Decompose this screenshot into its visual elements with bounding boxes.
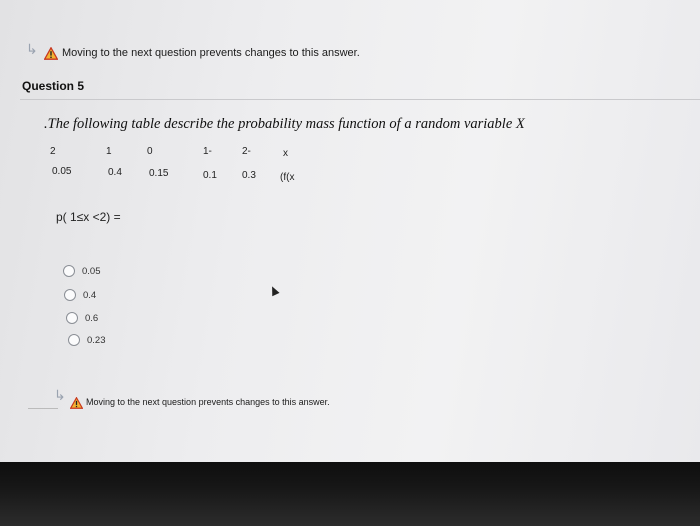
radio-button[interactable] [68,334,80,346]
cursor-icon [268,285,279,297]
laptop-bezel [0,462,700,526]
question-title: Question 5 [22,79,85,93]
answer-option[interactable] [66,312,98,324]
table-cell: x [283,148,288,159]
question-expression: p( 1≤x <2) = [56,210,121,224]
question-prompt: .The following table describe the probability mass function of a random variable X [44,116,525,132]
notice-top-text: Moving to the next question prevents changes to this answer. [62,47,360,59]
table-cell: 1 [106,146,112,157]
divider [28,408,58,409]
table-cell: 0.1 [203,170,217,181]
answer-option-label: 0.23 [87,334,106,346]
table-cell: 1- [203,146,212,157]
radio-button[interactable] [66,312,78,324]
return-arrow-icon: ↳ [26,42,38,58]
answer-option-label: 0.6 [85,312,99,324]
warning-icon [70,397,83,409]
divider [20,99,700,100]
warning-icon [44,47,58,60]
radio-button[interactable] [63,265,75,277]
radio-button[interactable] [64,289,76,301]
answer-option[interactable] [64,289,96,301]
notice-bottom-text: Moving to the next question prevents changes to this answer. [86,397,330,407]
table-cell: 0.05 [52,166,72,177]
return-arrow-icon: ↳ [54,388,66,404]
table-cell: 2 [50,146,56,157]
table-cell: 0.3 [242,170,256,181]
answer-option[interactable] [63,265,101,277]
answer-option[interactable] [68,334,106,346]
table-cell: 2- [242,146,251,157]
table-cell: 0.4 [108,167,122,178]
table-cell: 0.15 [149,168,169,179]
answer-option-label: 0.05 [82,265,101,277]
table-cell: 0 [147,146,153,157]
table-cell: (f(x [280,172,295,183]
answer-option-label: 0.4 [83,289,97,301]
